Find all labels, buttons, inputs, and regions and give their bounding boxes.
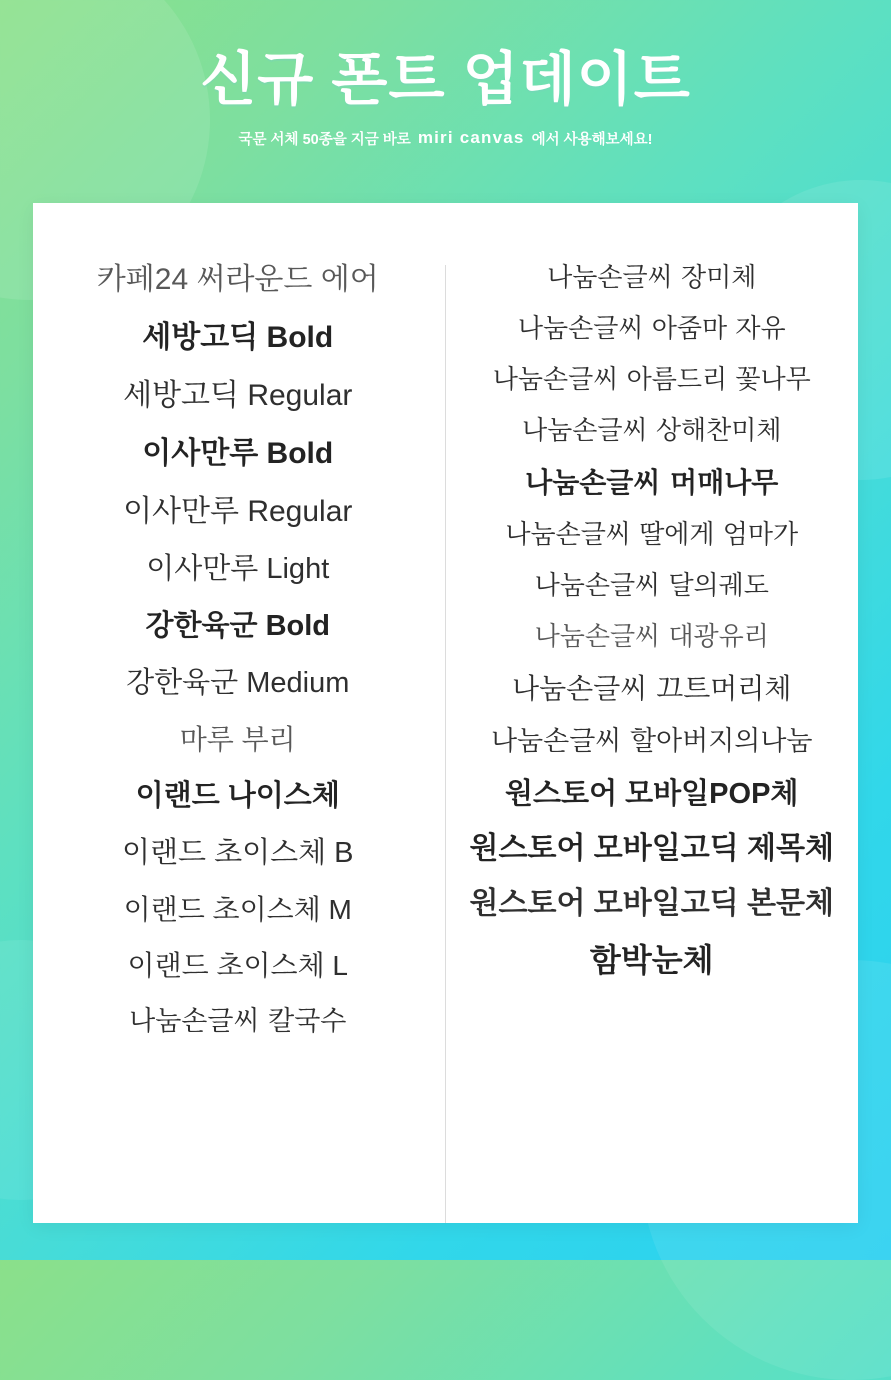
list-item: 이랜드 초이스체 L — [127, 950, 348, 981]
subtitle-text-before: 국문 서체 50종을 지금 바로 — [238, 131, 411, 148]
list-item: 나눔손글씨 상해찬미체 — [522, 416, 782, 446]
list-item: 원스토어 모바일POP체 — [505, 778, 799, 810]
page-title: 신규 폰트 업데이트 — [200, 47, 691, 112]
list-item: 세방고딕 Bold — [142, 321, 334, 354]
list-item: 강한육군 Medium — [126, 667, 350, 699]
font-list-card — [33, 203, 858, 1223]
list-item: 이사만루 Regular — [123, 495, 353, 528]
list-item: 함박눈체 — [589, 942, 714, 978]
list-item: 나눔손글씨 달의궤도 — [534, 571, 769, 601]
list-item: 세방고딕 Regular — [123, 379, 353, 412]
list-item: 나눔손글씨 할아버지의나눔 — [490, 726, 813, 757]
list-item: 나눔손글씨 칼국수 — [129, 1006, 347, 1037]
list-item: 원스토어 모바일고딕 제목체 — [469, 832, 834, 865]
list-item: 나눔손글씨 끄트머리체 — [512, 672, 792, 705]
list-item: 이랜드 초이스체 B — [121, 837, 354, 869]
subtitle — [0, 128, 891, 149]
list-item: 이랜드 초이스체 M — [123, 894, 352, 925]
font-columns — [33, 203, 858, 1223]
list-item: 이랜드 나이스체 — [135, 780, 340, 812]
subtitle-text-after: 에서 사용해보세요! — [531, 131, 653, 148]
list-item: 이사만루 Light — [146, 553, 330, 585]
font-column-left — [33, 265, 446, 1223]
header — [0, 0, 891, 149]
list-item: 카페24 써라운드 에어 — [96, 263, 379, 296]
list-item: 나눔손글씨 대광유리 — [534, 622, 769, 652]
list-item: 나눔손글씨 머매나무 — [525, 466, 779, 499]
list-item: 원스토어 모바일고딕 본문체 — [469, 887, 834, 920]
list-item: 마루 부리 — [179, 724, 296, 755]
brand-logo-text: miri canvas — [417, 128, 525, 148]
list-item: 나눔손글씨 장미체 — [547, 263, 757, 293]
list-item: 나눔손글씨 딸에게 엄마가 — [505, 520, 799, 550]
list-item: 나눔손글씨 아줌마 자유 — [517, 314, 786, 344]
font-column-right — [446, 265, 859, 1223]
list-item: 이사만루 Bold — [142, 437, 334, 470]
list-item: 강한육군 Bold — [145, 610, 331, 642]
list-item: 나눔손글씨 아름드리 꽃나무 — [492, 365, 811, 395]
